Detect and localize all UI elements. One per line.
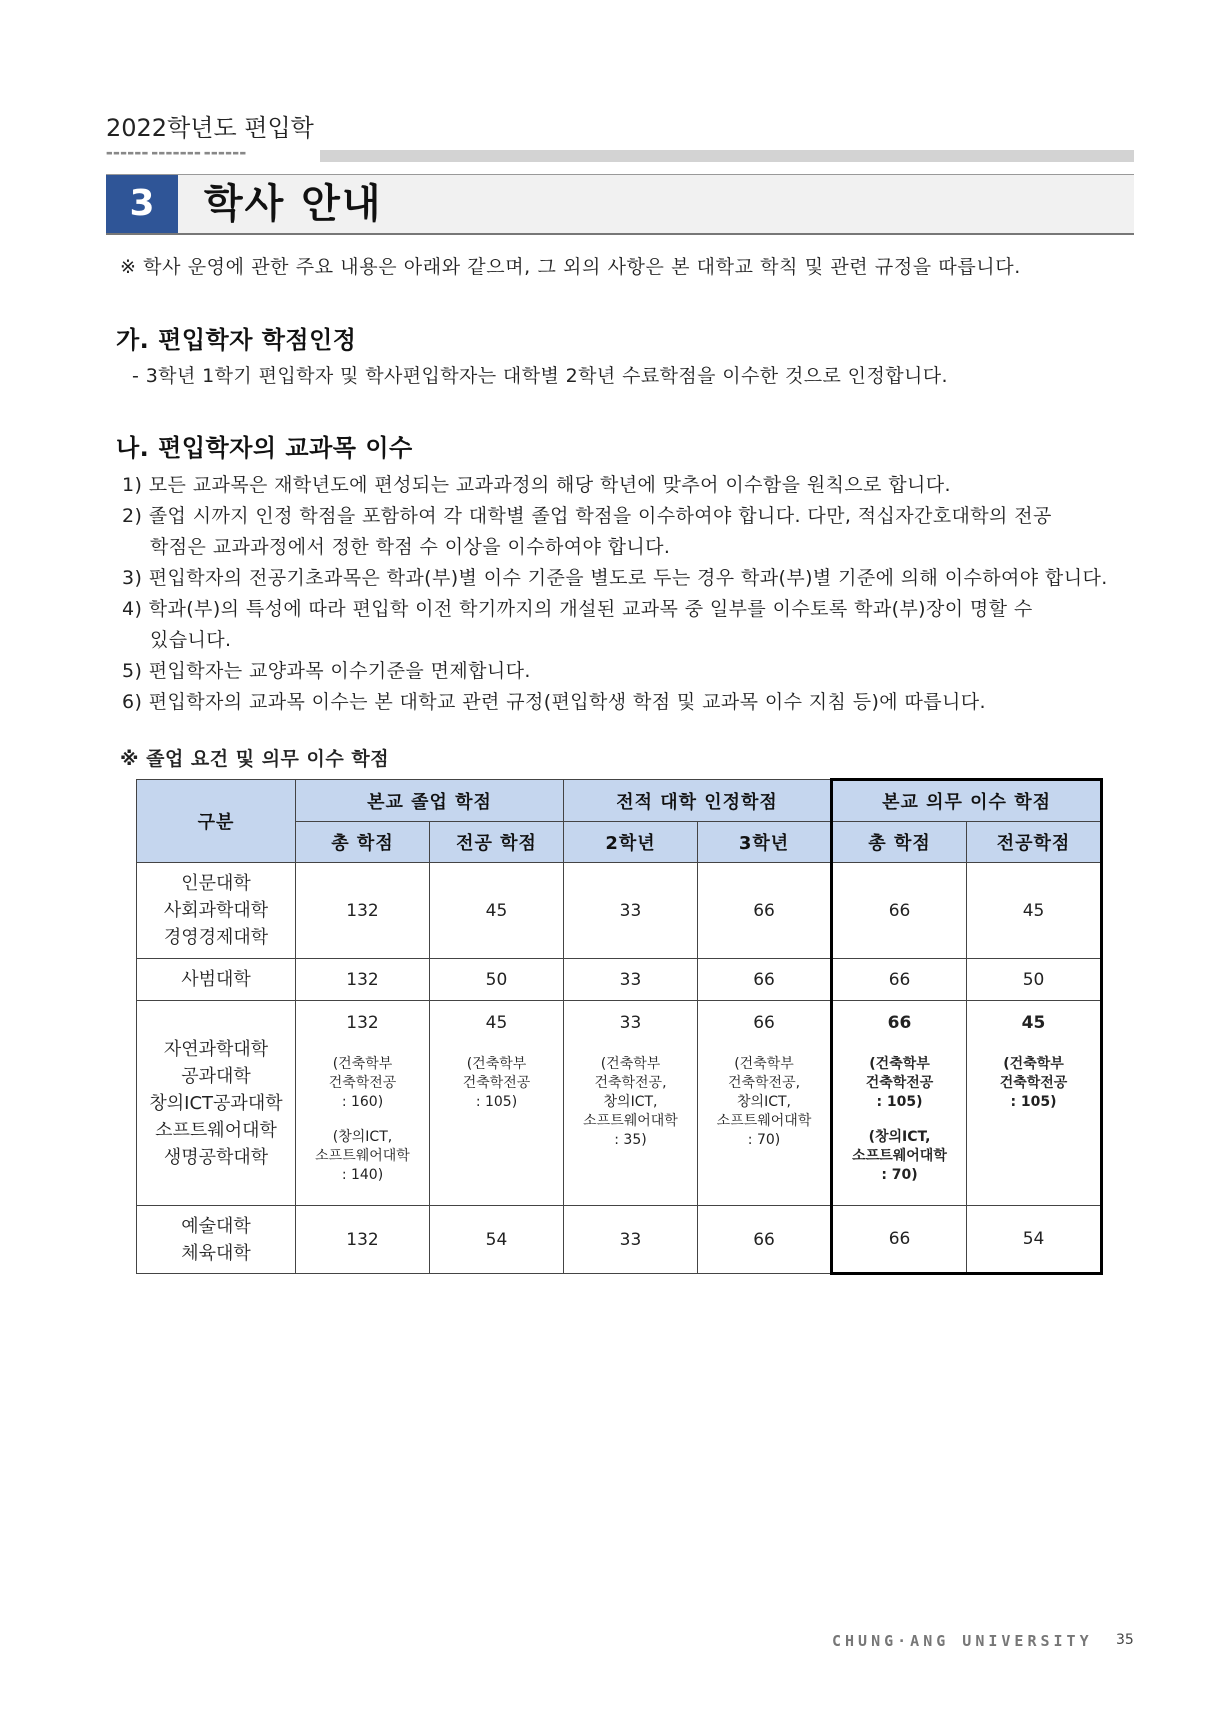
header-group-mandatory: 본교 의무 이수 학점 xyxy=(832,780,1102,822)
value-cell: 50 xyxy=(430,959,564,1001)
exception-note xyxy=(967,1055,1100,1112)
value-cell xyxy=(430,1001,564,1206)
note-line: (건축학부 xyxy=(332,1056,393,1072)
college-cell xyxy=(137,959,296,1001)
note-line: : 105) xyxy=(475,1094,518,1110)
note-line: : 105) xyxy=(1010,1094,1057,1110)
value-cell: 54 xyxy=(967,1206,1102,1274)
exception-note xyxy=(833,1128,966,1185)
college-cell xyxy=(137,863,296,959)
section-band xyxy=(106,174,1134,235)
value-cell: 33 xyxy=(564,863,698,959)
value-cell xyxy=(564,1001,698,1206)
header-year-title: 2022학년도 편입학 xyxy=(106,114,314,142)
section-title: 학사 안내 xyxy=(204,181,383,227)
note-line: 소프트웨어대학 xyxy=(315,1148,410,1164)
main-value: 66 xyxy=(753,1013,775,1033)
table-row xyxy=(137,863,1102,959)
value-cell: 50 xyxy=(967,959,1102,1001)
rule-line: 5) 편입학자는 교양과목 이수기준을 면제합니다. xyxy=(122,660,531,682)
part-b-heading: 나. 편입학자의 교과목 이수 xyxy=(116,434,413,462)
rule-line: 2) 졸업 시까지 인정 학점을 포함하여 각 대학별 졸업 학점을 이수하여야 합니다. 다만, 적십자간호대학의 전공 xyxy=(122,505,1052,527)
note-line: 건축학전공 xyxy=(999,1075,1068,1091)
value-cell: 45 xyxy=(967,863,1102,959)
header-sub: 전공학점 xyxy=(967,822,1102,863)
value-cell xyxy=(296,1001,430,1206)
note-line: : 160) xyxy=(341,1094,384,1110)
note-line: : 140) xyxy=(341,1167,384,1183)
graduation-requirements-table xyxy=(136,778,1103,1275)
note-line: 건축학전공, xyxy=(594,1075,667,1091)
header-sub: 3학년 xyxy=(698,822,832,863)
note-line: 창의ICT, xyxy=(737,1094,791,1110)
college-name: 경영경제대학 xyxy=(163,927,269,948)
exception-note xyxy=(430,1055,563,1112)
college-name: 체육대학 xyxy=(181,1242,251,1264)
main-value: 132 xyxy=(346,1013,379,1033)
exception-note xyxy=(564,1055,697,1150)
note-line: 건축학전공 xyxy=(328,1075,397,1091)
note-line: 건축학전공 xyxy=(865,1075,934,1091)
table-caption: ※ 졸업 요건 및 의무 이수 학점 xyxy=(120,748,390,770)
table-row xyxy=(137,1206,1102,1274)
note-line: : 35) xyxy=(614,1132,647,1148)
main-value: 33 xyxy=(619,1013,642,1033)
main-value: 45 xyxy=(1021,1013,1046,1033)
note-line: (건축학부 xyxy=(466,1056,527,1072)
header-group-graduation: 본교 졸업 학점 xyxy=(296,780,564,822)
value-cell: 66 xyxy=(698,1206,832,1274)
note-line: 소프트웨어대학 xyxy=(583,1113,678,1129)
note-line: (창의ICT, xyxy=(332,1129,393,1145)
college-name: 예술대학 xyxy=(181,1215,251,1237)
note-line: : 70) xyxy=(747,1132,781,1148)
value-cell: 66 xyxy=(698,863,832,959)
note-line: (건축학부 xyxy=(600,1056,661,1072)
value-cell: 54 xyxy=(430,1206,564,1274)
rule-line: 3) 편입학자의 전공기초과목은 학과(부)별 이수 기준을 별도로 두는 경우 학과(부)별 기준에 의해 이수하여야 합니다. xyxy=(122,567,1108,589)
rule-line: 있습니다. xyxy=(150,629,232,651)
table-row xyxy=(137,959,1102,1001)
header-sub: 2학년 xyxy=(564,822,698,863)
table-row xyxy=(137,1001,1102,1206)
header-sub: 총 학점 xyxy=(832,822,967,863)
rule-line: 4) 학과(부)의 특성에 따라 편입학 이전 학기까지의 개설된 교과목 중 일부를 이수토록 학과(부)장이 명할 수 xyxy=(122,598,1033,620)
part-a-text: - 3학년 1학기 편입학자 및 학사편입학자는 대학별 2학년 수료학점을 이수한 것으로 인정합니다. xyxy=(132,365,948,387)
exception-note xyxy=(296,1128,429,1185)
exception-note xyxy=(296,1055,429,1112)
part-a-heading: 가. 편입학자 학점인정 xyxy=(116,326,357,354)
rule-line: 학점은 교과과정에서 정한 학점 수 이상을 이수하여야 합니다. xyxy=(150,536,671,558)
note-line: 소프트웨어대학 xyxy=(852,1148,947,1164)
college-name: 사회과학대학 xyxy=(163,900,269,921)
value-cell: 132 xyxy=(296,959,430,1001)
college-name: 공과대학 xyxy=(181,1065,251,1087)
value-cell: 132 xyxy=(296,863,430,959)
note-line: 창의ICT, xyxy=(603,1094,658,1110)
header-fine-print: ▬▬▬▬▬▬ ▬▬▬▬▬▬▬ ▬▬▬▬▬▬ xyxy=(106,149,247,157)
value-cell: 132 xyxy=(296,1206,430,1274)
note-line: (건축학부 xyxy=(1003,1056,1064,1072)
rule-line: 1) 모든 교과목은 재학년도에 편성되는 교과과정의 해당 학년에 맞추어 이수함을 원칙으로 합니다. xyxy=(122,474,951,496)
note-line: (건축학부 xyxy=(869,1056,930,1072)
rule-line: 6) 편입학자의 교과목 이수는 본 대학교 관련 규정(편입학생 학점 및 교과목 이수 지침 등)에 따릅니다. xyxy=(122,691,986,713)
value-cell xyxy=(967,1001,1102,1206)
note-line: (건축학부 xyxy=(734,1056,794,1072)
intro-note: ※ 학사 운영에 관한 주요 내용은 아래와 같으며, 그 외의 사항은 본 대학교 학칙 및 관련 규정을 따릅니다. xyxy=(120,256,1021,278)
page-number: 35 xyxy=(1116,1632,1134,1648)
college-name: 인문대학 xyxy=(181,873,251,894)
header-sub: 전공 학점 xyxy=(430,822,564,863)
header-sub: 총 학점 xyxy=(296,822,430,863)
value-cell: 33 xyxy=(564,1206,698,1274)
college-name: 사범대학 xyxy=(181,969,251,990)
footer-university-logo: CHUNG·ANG UNIVERSITY xyxy=(832,1632,1093,1650)
note-line: 소프트웨어대학 xyxy=(716,1113,812,1129)
exception-note xyxy=(698,1055,830,1150)
value-cell: 45 xyxy=(430,863,564,959)
college-name: 소프트웨어대학 xyxy=(155,1119,277,1141)
college-cell xyxy=(137,1001,296,1206)
value-cell: 66 xyxy=(698,959,832,1001)
note-line: 건축학전공, xyxy=(727,1075,801,1091)
note-line: 건축학전공 xyxy=(462,1075,531,1091)
section-number: 3 xyxy=(106,175,178,233)
main-value: 66 xyxy=(887,1013,912,1033)
note-line: : 70) xyxy=(881,1167,918,1183)
value-cell xyxy=(832,1001,967,1206)
value-cell xyxy=(698,1001,832,1206)
note-line: : 105) xyxy=(876,1094,923,1110)
college-cell xyxy=(137,1206,296,1274)
value-cell: 66 xyxy=(832,863,967,959)
college-name: 자연과학대학 xyxy=(163,1038,269,1060)
value-cell: 66 xyxy=(832,959,967,1001)
value-cell: 66 xyxy=(832,1206,967,1274)
note-line: (창의ICT, xyxy=(868,1129,931,1145)
header-group-transfer: 전적 대학 인정학점 xyxy=(564,780,832,822)
college-name: 창의ICT공과대학 xyxy=(149,1092,283,1114)
header-bar xyxy=(320,150,1134,162)
college-name: 생명공학대학 xyxy=(163,1146,269,1168)
main-value: 45 xyxy=(485,1013,508,1033)
exception-note xyxy=(833,1055,966,1112)
header-category: 구분 xyxy=(137,780,296,863)
value-cell: 33 xyxy=(564,959,698,1001)
